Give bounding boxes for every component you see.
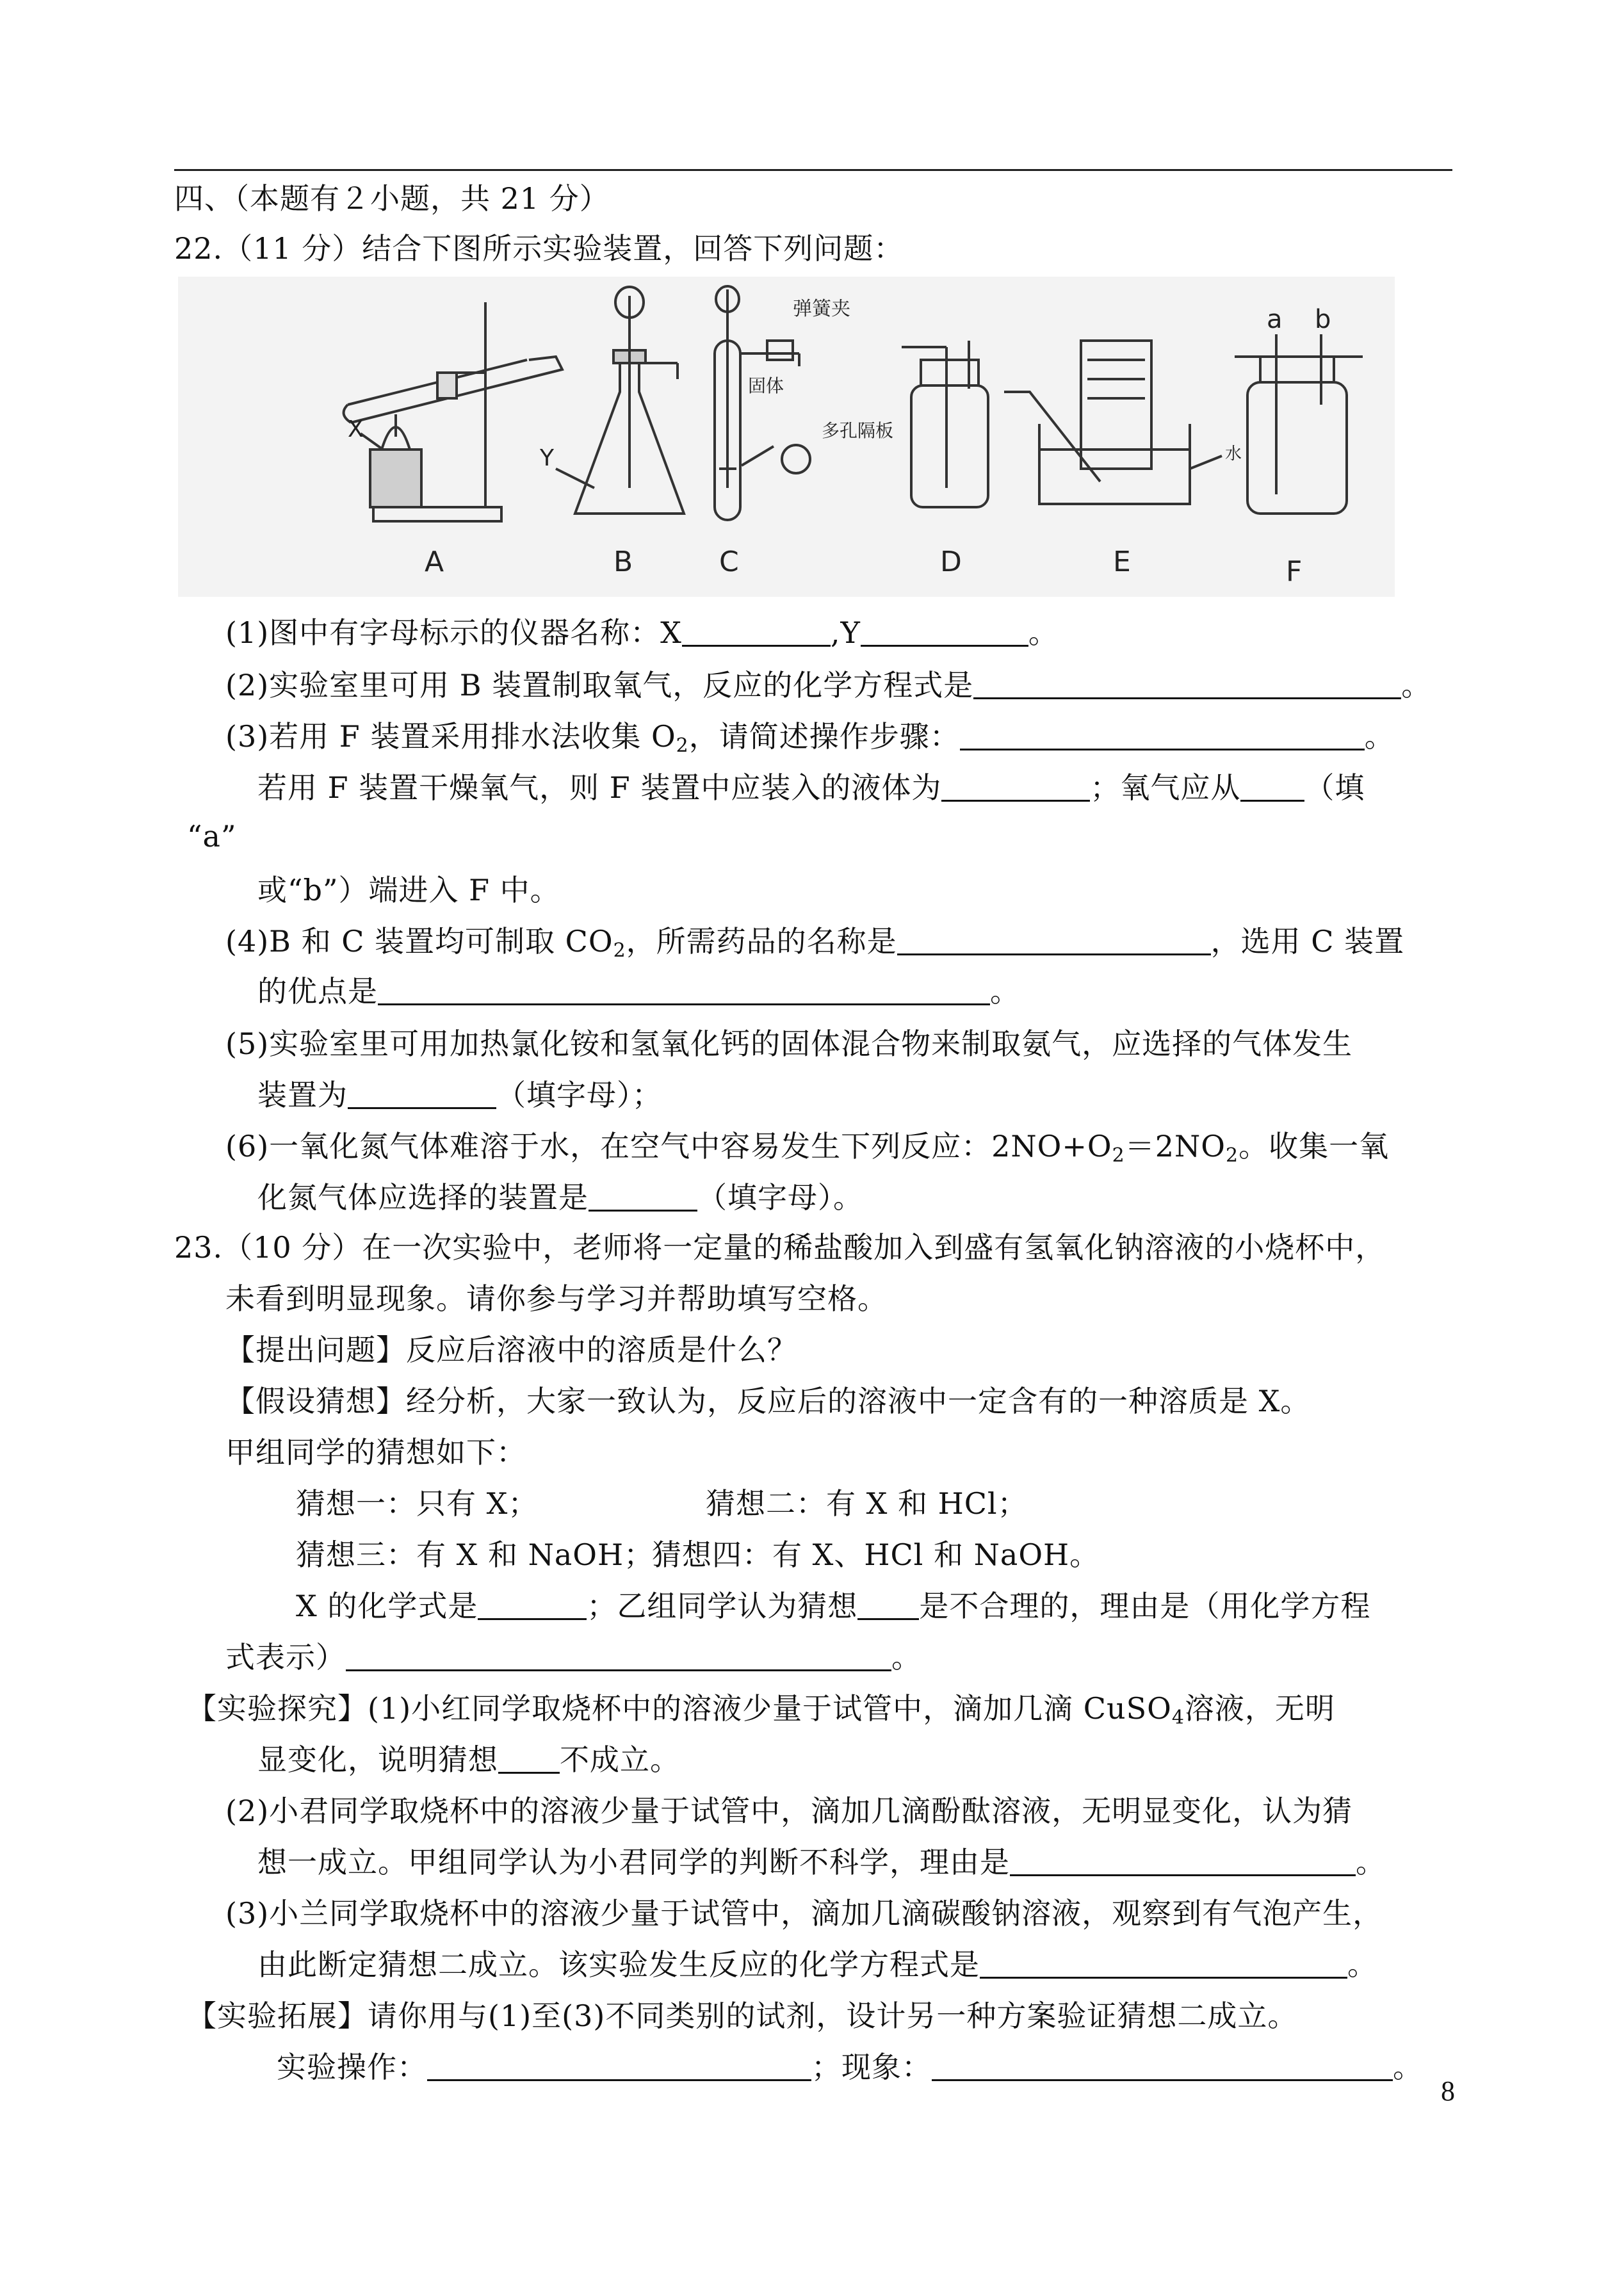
apparatus-e (1004, 341, 1222, 504)
q22-p3-text2: ，请简述操作步骤： (688, 719, 960, 754)
q23-l9-end: 。 (891, 1640, 922, 1675)
blank-reagents[interactable] (897, 925, 1211, 955)
q22-part3b (257, 768, 1365, 807)
blank-unreasonable-guess[interactable] (857, 1590, 919, 1620)
label-b: B (613, 546, 633, 578)
q22-p3-end: 。 (1364, 719, 1395, 754)
q22-p6-sub2: 2 (1225, 1144, 1239, 1167)
blank-liquid[interactable] (941, 772, 1090, 802)
q22-part3 (225, 717, 1395, 756)
apparatus-c (715, 286, 810, 520)
q22-p6-sub1: 2 (1112, 1144, 1125, 1167)
guess-3: 猜想三：有 X 和 NaOH； (296, 1537, 654, 1572)
label-c: C (719, 546, 739, 578)
guess-4: 猜想四：有 X、HCl 和 NaOH。 (652, 1537, 1100, 1572)
q23-l9-text: 式表示） (225, 1640, 346, 1675)
label-x: X (348, 416, 364, 442)
blank-guess-invalid[interactable] (498, 1744, 560, 1774)
q23-line15 (257, 1945, 1377, 1984)
label-d: D (940, 546, 962, 578)
q22-p3-sub: 2 (676, 734, 689, 757)
q22-part3c: “a” (187, 819, 237, 854)
q23-l8-text: X 的化学式是 (296, 1589, 478, 1623)
question-23-header: 23.（10 分）在一次实验中，老师将一定量的稀盐酸加入到盛有氢氧化钠溶液的小烧杯中， (174, 1230, 1386, 1265)
q22-p1-sep: ,Y (830, 615, 861, 650)
q22-p6-text3: 。收集一氧 (1238, 1129, 1390, 1164)
q22-p1-text: (1)图中有字母标示的仪器名称：X (225, 615, 682, 650)
blank-phenomenon[interactable] (932, 2051, 1393, 2081)
blank-x-formula[interactable] (478, 1590, 587, 1620)
blank-equation-reason[interactable] (346, 1641, 891, 1671)
q22-p1-end: 。 (1028, 615, 1059, 650)
q22-p6-text: (6)一氧化氮气体难溶于水，在空气中容易发生下列反应：2NO+O (225, 1129, 1112, 1164)
q22-p6-text2: ＝2NO (1125, 1129, 1226, 1164)
q23-line11 (257, 1740, 680, 1779)
blank-x-name[interactable] (682, 617, 831, 647)
label-tube-b: b (1315, 305, 1331, 334)
q22-p6b-text2: （填字母）。 (697, 1180, 863, 1215)
apparatus-drawing (178, 277, 1395, 597)
blank-advantage[interactable] (378, 975, 990, 1005)
q23-line5: 甲组同学的猜想如下： (225, 1435, 526, 1470)
q22-p4-text2: ，所需药品的名称是 (626, 924, 897, 959)
q22-part4 (225, 922, 1404, 961)
q23-l13-end: 。 (1356, 1845, 1386, 1879)
q22-p3b-text2: ；氧气应从 (1090, 770, 1241, 805)
q22-part4b (257, 972, 1020, 1010)
q23-l10-sub: 4 (1171, 1707, 1185, 1729)
q23-line17 (277, 2048, 1423, 2086)
q22-p3-text: (3)若用 F 装置采用排水法收集 O (225, 719, 676, 754)
q22-p5b-text: 装置为 (257, 1078, 348, 1112)
q23-line3: 【提出问题】反应后溶液中的溶质是什么？ (225, 1333, 797, 1367)
label-solid: 固体 (748, 375, 784, 396)
q22-p4-text3: ，选用 C 装置 (1210, 924, 1405, 959)
label-a: A (425, 546, 444, 578)
blank-y-name[interactable] (861, 617, 1028, 647)
q23-l11-text2: 不成立。 (560, 1742, 680, 1777)
blank-equation-carbonate[interactable] (980, 1949, 1347, 1979)
q22-p2-end: 。 (1401, 668, 1432, 702)
q22-part5: (5)实验室里可用加热氯化铵和氢氧化钙的固体混合物来制取氨气，应选择的气体发生 (225, 1026, 1353, 1061)
q23-l8-text3: 是不合理的，理由是（用化学方程 (919, 1589, 1371, 1623)
q23-l17-text: 实验操作： (277, 2050, 427, 2084)
q23-line13 (257, 1843, 1386, 1881)
blank-operation[interactable] (427, 2051, 811, 2081)
q22-p4b-text: 的优点是 (257, 974, 378, 1009)
apparatus-f (1235, 334, 1363, 514)
label-water: 水 (1225, 444, 1242, 464)
q23-l13-text: 想一成立。甲组同学认为小君同学的判断不科学，理由是 (257, 1845, 1010, 1879)
q22-p3b-text3: （填 (1304, 770, 1365, 805)
q23-line8 (296, 1587, 1370, 1625)
q23-l10-text2: 溶液，无明 (1184, 1691, 1335, 1726)
guess-1: 猜想一：只有 X； (296, 1486, 539, 1521)
q22-p6b-text: 化氮气体应选择的装置是 (257, 1180, 589, 1215)
label-clip: 弹簧夹 (793, 298, 850, 320)
q22-part6 (225, 1127, 1389, 1165)
label-plate: 多孔隔板 (822, 420, 894, 441)
blank-generator[interactable] (348, 1079, 496, 1109)
label-tube-a: a (1267, 305, 1283, 334)
apparatus-a (344, 302, 562, 521)
q23-l17-end: 。 (1393, 2050, 1423, 2084)
q22-p2-text: (2)实验室里可用 B 装置制取氧气，反应的化学方程式是 (225, 668, 974, 702)
apparatus-b (556, 287, 684, 514)
apparatus-d (902, 341, 988, 507)
page-number: 8 (1441, 2075, 1455, 2107)
q23-l17-text2: ；现象： (811, 2050, 932, 2084)
q22-part1 (225, 613, 1059, 652)
apparatus-figure (178, 277, 1395, 597)
q23-l8-text2: ；乙组同学认为猜想 (587, 1589, 858, 1623)
q23-l11-text: 显变化，说明猜想 (257, 1742, 498, 1777)
q23-line2: 未看到明显现象。请你参与学习并帮助填写空格。 (225, 1281, 888, 1316)
blank-reason-phenol[interactable] (1010, 1846, 1356, 1876)
header-rule (174, 169, 1452, 171)
q22-p5b-text2: （填字母）； (496, 1078, 662, 1112)
q23-line14: (3)小兰同学取烧杯中的溶液少量于试管中，滴加几滴碳酸钠溶液，观察到有气泡产生， (225, 1896, 1383, 1931)
q23-line9 (225, 1638, 922, 1676)
q23-line10 (187, 1689, 1335, 1728)
blank-equation-o2[interactable] (973, 669, 1401, 699)
label-y: Y (540, 445, 554, 471)
q22-p4b-end: 。 (990, 974, 1020, 1009)
q23-line4: 【假设猜想】经分析，大家一致认为，反应后的溶液中一定含有的一种溶质是 X。 (225, 1384, 1311, 1418)
question-22-header: 22.（11 分）结合下图所示实验装置，回答下列问题： (174, 231, 904, 266)
q22-p4-sub: 2 (613, 939, 626, 962)
q23-l10-text: 【实验探究】(1)小红同学取烧杯中的溶液少量于试管中，滴加几滴 CuSO (187, 1691, 1172, 1726)
label-e: E (1113, 546, 1131, 578)
q23-line12: (2)小君同学取烧杯中的溶液少量于试管中，滴加几滴酚酞溶液，无明显变化，认为猜 (225, 1794, 1353, 1828)
label-f: F (1286, 555, 1303, 588)
q22-part2 (225, 666, 1431, 704)
q23-line16: 【实验拓展】请你用与(1)至(3)不同类别的试剂，设计另一种方案验证猜想二成立。 (187, 1999, 1298, 2033)
blank-inlet[interactable] (1240, 772, 1304, 802)
guess-2: 猜想二：有 X 和 HCl； (706, 1486, 1028, 1521)
blank-collector[interactable] (589, 1181, 697, 1212)
q23-l15-text: 由此断定猜想二成立。该实验发生反应的化学方程式是 (257, 1947, 980, 1982)
q22-p3b-text: 若用 F 装置干燥氧气，则 F 装置中应装入的液体为 (257, 770, 942, 805)
q22-part6b (257, 1178, 863, 1217)
blank-steps[interactable] (960, 720, 1365, 750)
q22-p4-text: (4)B 和 C 装置均可制取 CO (225, 924, 613, 959)
q22-part3d: 或“b”）端进入 F 中。 (257, 873, 560, 907)
section-title: 四、（本题有２小题，共 21 分） (174, 181, 610, 216)
q23-l15-end: 。 (1347, 1947, 1377, 1982)
q22-part5b (257, 1076, 662, 1114)
